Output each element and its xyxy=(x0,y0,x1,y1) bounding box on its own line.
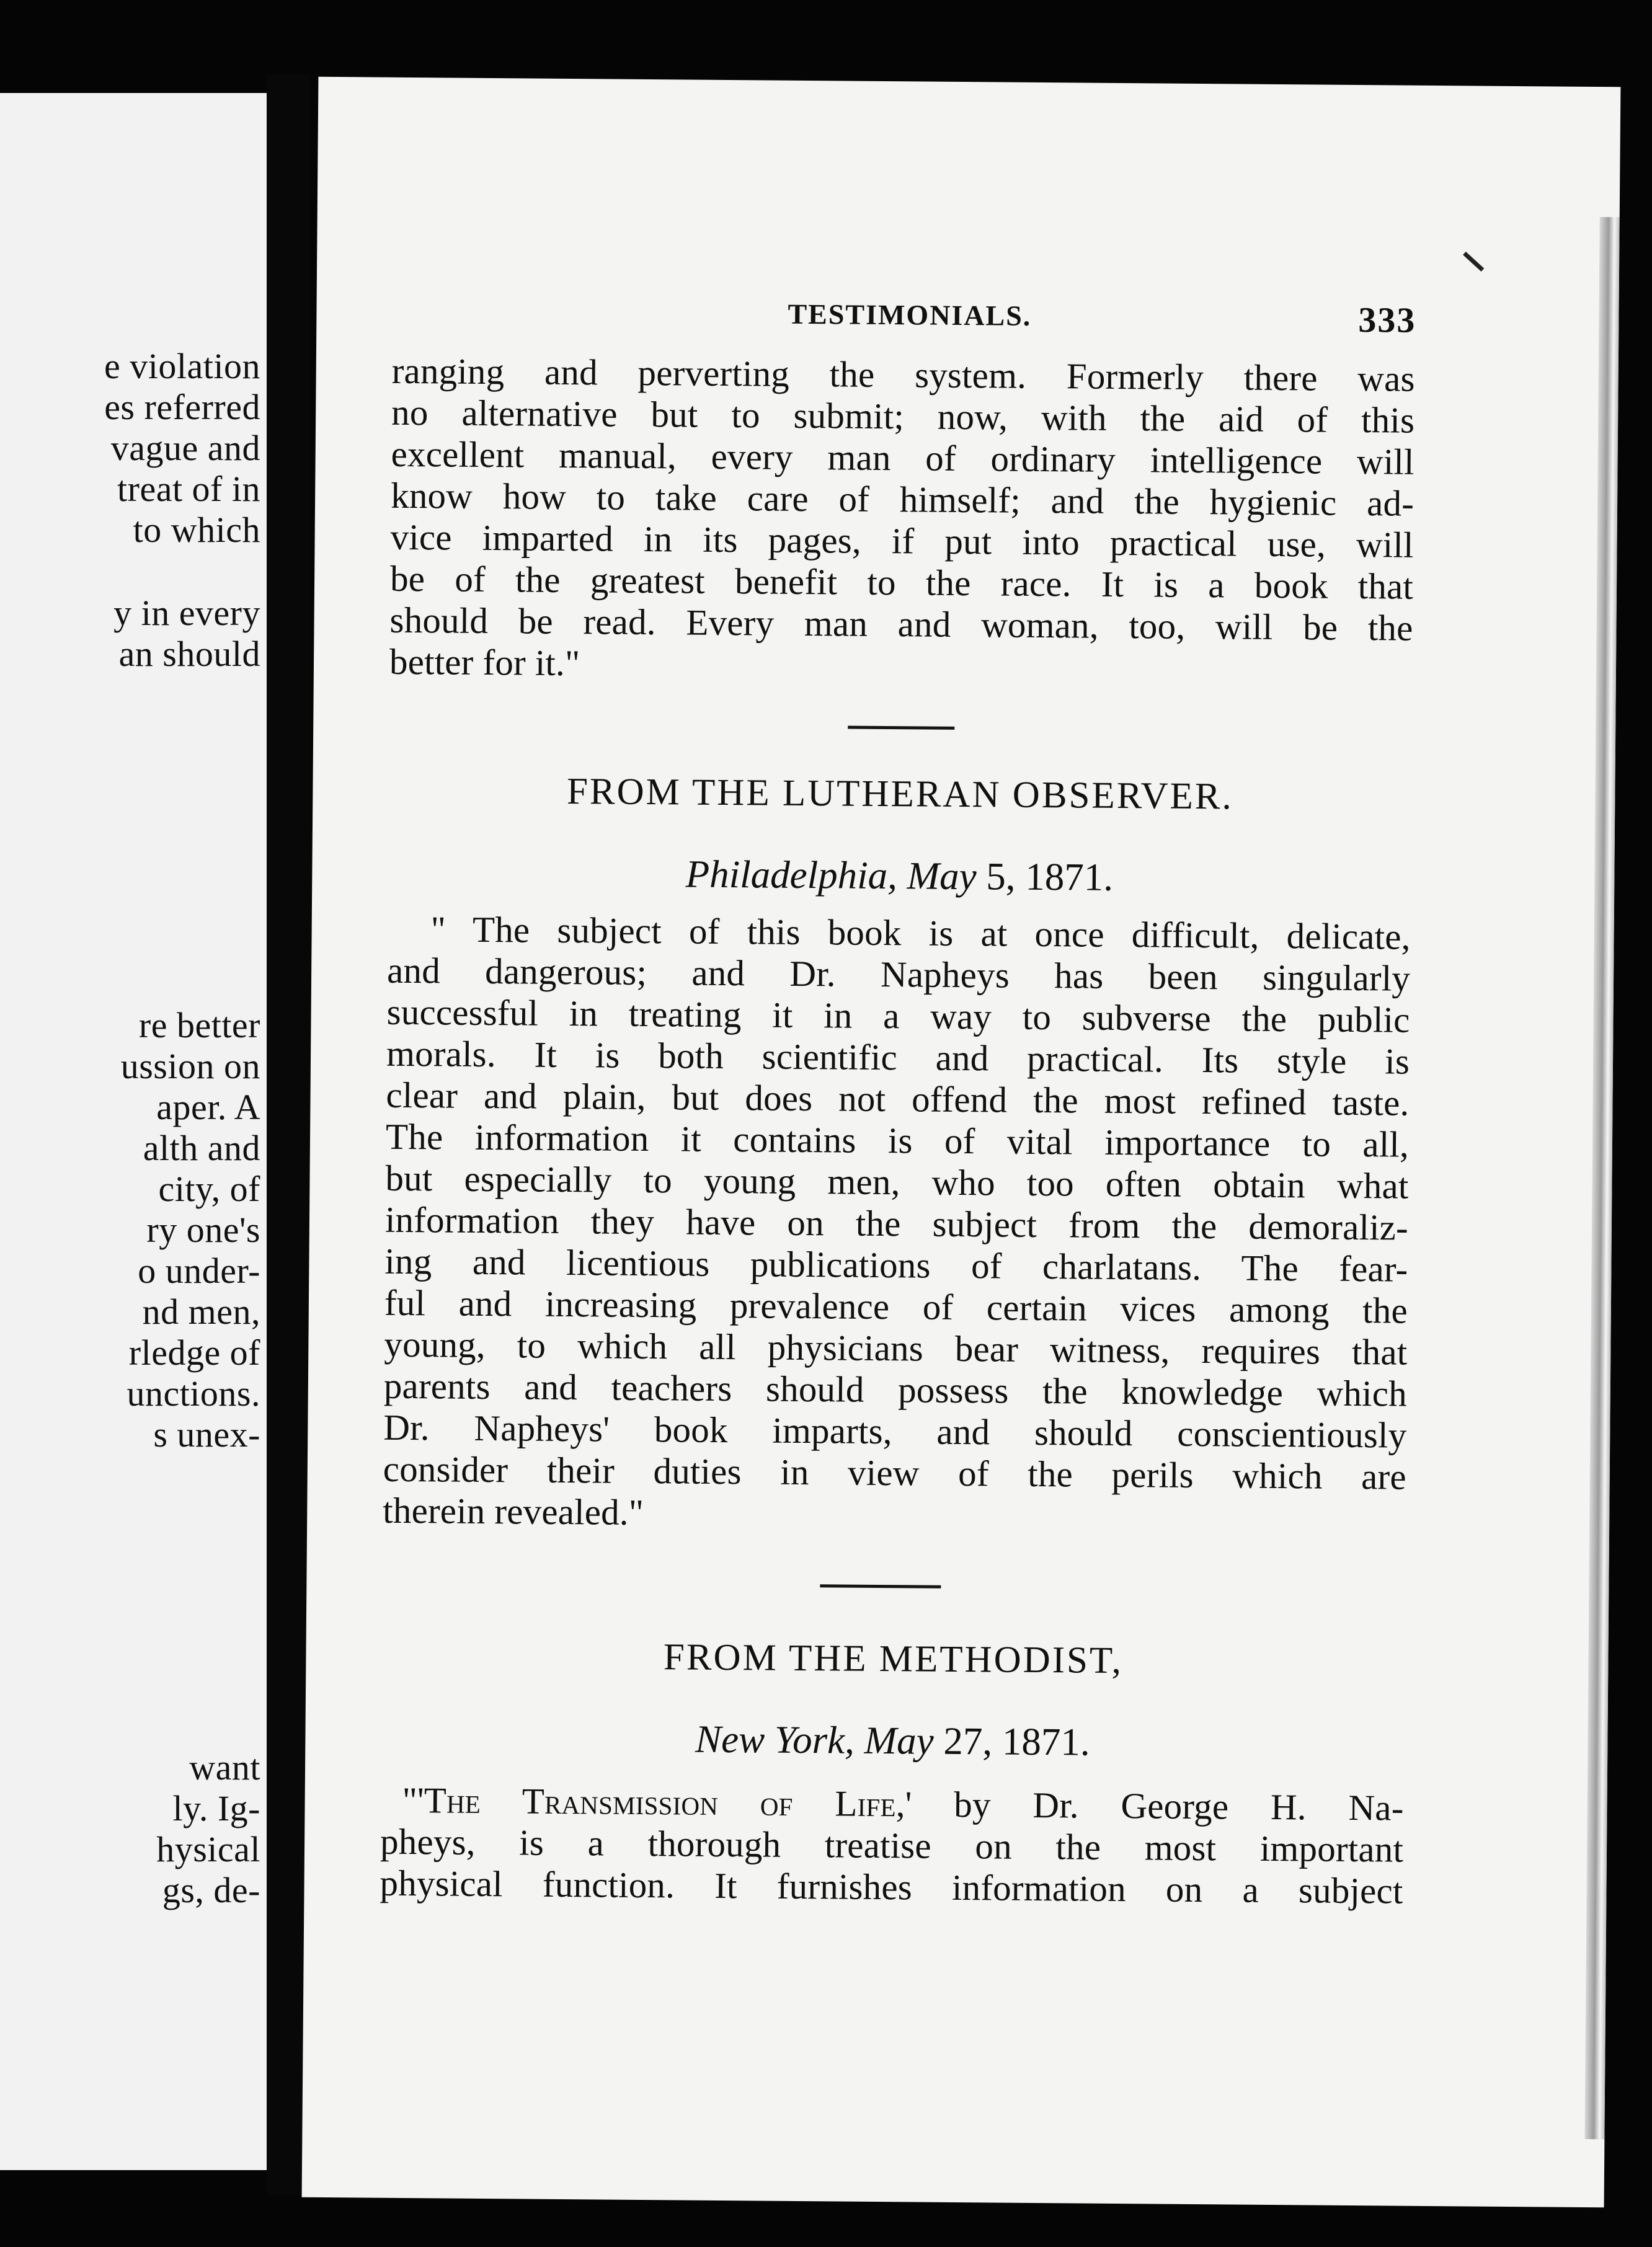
left-page-line: vague and xyxy=(110,428,260,468)
dateline-date: 5, 1871. xyxy=(986,854,1114,899)
text-line: better for it." xyxy=(389,640,580,684)
text-line: consider their duties in view of the perils which are xyxy=(383,1448,1407,1497)
left-page-line: es referred xyxy=(104,387,260,427)
text-line: information they have on the subject from the demoraliz- xyxy=(384,1199,1409,1248)
left-page-line: alth and xyxy=(143,1128,260,1168)
text-line: young, to which all physicians bear witness, requires that xyxy=(384,1323,1408,1373)
text-line: therein revealed." xyxy=(383,1489,644,1533)
left-page-line: s unex- xyxy=(153,1414,260,1455)
left-page-line: re better xyxy=(138,1005,260,1045)
running-head: TESTIMONIALS. xyxy=(788,298,1032,332)
text-line: and dangerous; and Dr. Napheys has been singularly xyxy=(386,949,1411,999)
dateline-date: 27, 1871. xyxy=(943,1719,1090,1764)
left-page-line: o under- xyxy=(138,1251,260,1291)
edge-mark xyxy=(1463,252,1484,272)
left-page-line: hysical xyxy=(156,1829,260,1869)
text-line: ranging and perverting the system. Formerly there was xyxy=(391,350,1415,399)
text-line: physical function. It furnishes information on a subject xyxy=(380,1862,1403,1912)
section-divider xyxy=(848,726,954,730)
left-page-line: ussion on xyxy=(120,1046,260,1086)
left-page-line: rledge of xyxy=(128,1332,260,1373)
text-line: excellent manual, every man of ordinary intelligence will xyxy=(391,433,1414,482)
text-line: but especially to young men, who too often obtain what xyxy=(385,1157,1409,1207)
text-line: clear and plain, but does not offend the most refined taste. xyxy=(386,1074,1410,1124)
text-line: pheys, is a thorough treatise on the most important xyxy=(380,1820,1404,1870)
left-page-line: unctions. xyxy=(127,1373,260,1414)
text-line: parents and teachers should possess the knowledge which xyxy=(383,1365,1408,1414)
text-line: ing and licentious publications of charlatans. The fear- xyxy=(384,1240,1408,1290)
left-page-line: ly. Ig- xyxy=(172,1788,260,1828)
left-page-line: an should xyxy=(118,634,260,674)
lutheran-paragraph xyxy=(383,908,1411,1540)
left-page-line: want xyxy=(189,1747,260,1788)
dateline-place: Philadelphia, May xyxy=(685,852,977,898)
lutheran-heading: FROM THE LUTHERAN OBSERVER. xyxy=(566,770,1234,818)
left-page-line: to which xyxy=(133,510,260,550)
text-line: Dr. Napheys' book imparts, and should conscientiously xyxy=(383,1406,1407,1456)
lutheran-dateline xyxy=(388,849,1411,903)
left-page-line: y in every xyxy=(113,593,260,633)
text-line: should be read. Every man and woman, too, will be the xyxy=(389,599,1413,649)
dateline-place: New York, May xyxy=(695,1717,934,1763)
left-page-line: e violation xyxy=(104,346,260,386)
book-title: The Transmission of Life xyxy=(424,1779,897,1825)
left-page-line: aper. A xyxy=(156,1087,260,1127)
page-edge xyxy=(1584,217,1619,2139)
text-line: morals. It is both scientific and practical. Its style is xyxy=(386,1032,1410,1082)
left-page-line: ry one's xyxy=(146,1210,260,1250)
left-page-fragment xyxy=(0,93,267,2170)
line-remainder: ,' by Dr. George H. Na- xyxy=(895,1783,1404,1828)
left-page-line: gs, de- xyxy=(162,1870,260,1910)
left-page-line: treat of in xyxy=(117,469,260,509)
page-number: 333 xyxy=(1358,299,1416,340)
opening-quote: "' xyxy=(402,1779,425,1821)
methodist-heading: FROM THE METHODIST, xyxy=(663,1636,1124,1682)
text-line: ful and increasing prevalence of certain vices among the xyxy=(384,1282,1408,1331)
text-line: know how to take care of himself; and the hygienic ad- xyxy=(390,474,1414,524)
methodist-dateline xyxy=(381,1714,1405,1768)
text-line: successful in treating it in a way to subverse the public xyxy=(386,991,1410,1040)
text-line: vice imparted in its pages, if put into practical use, will xyxy=(390,516,1414,565)
opening-paragraph xyxy=(389,350,1415,691)
text-line: " The subject of this book is at once difficult, delicate, xyxy=(430,908,1411,957)
text-line: be of the greatest benefit to the race. It is a book that xyxy=(389,557,1414,607)
text-line: The information it contains is of vital importance to all, xyxy=(385,1115,1410,1165)
methodist-paragraph xyxy=(380,1779,1404,1912)
text-line: no alternative but to submit; now, with the aid of this xyxy=(391,391,1415,441)
left-page-line: nd men, xyxy=(142,1292,260,1332)
section-divider xyxy=(820,1584,941,1589)
right-page xyxy=(302,77,1621,2207)
left-page-line: city, of xyxy=(158,1169,260,1209)
book-gutter xyxy=(267,74,310,2195)
